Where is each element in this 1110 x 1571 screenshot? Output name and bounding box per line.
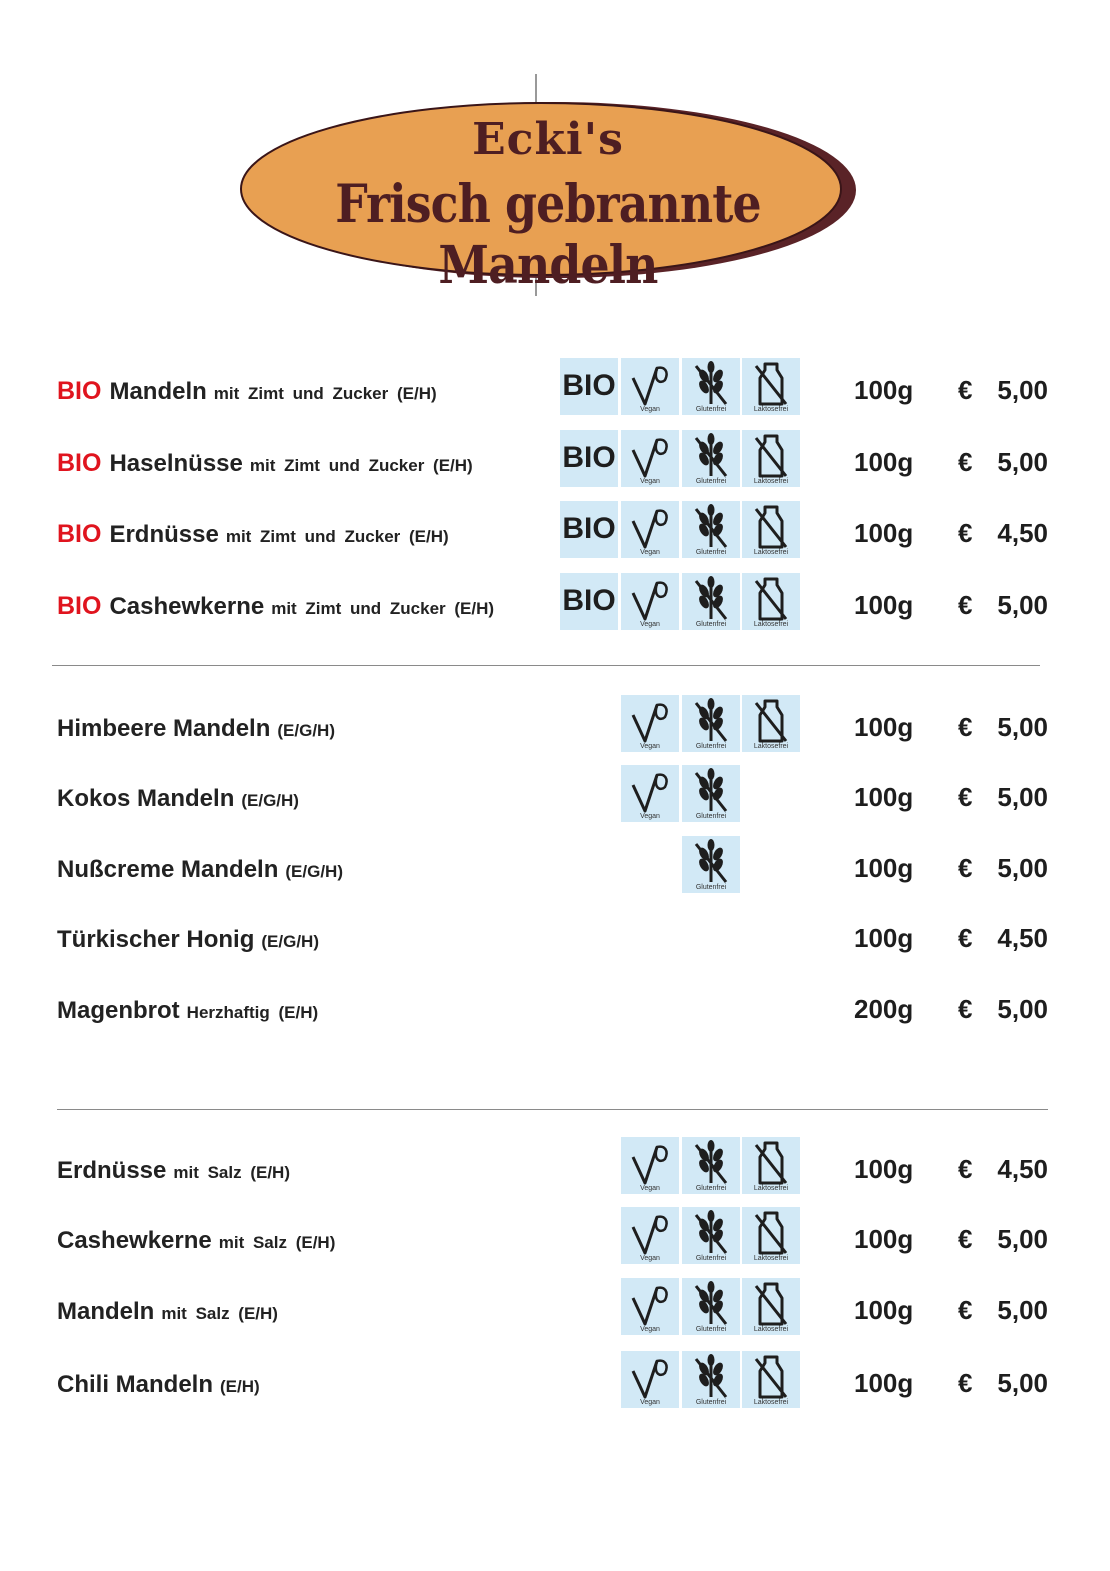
laktosefrei-badge	[742, 1137, 800, 1194]
item-weight: 100g	[854, 1224, 914, 1254]
glutenfrei-label: Glutenfrei	[695, 1326, 727, 1333]
glutenfrei-badge	[682, 1351, 740, 1408]
vegan-badge	[621, 765, 679, 822]
glutenfrei-badge	[682, 836, 740, 893]
currency-symbol: €	[958, 1224, 973, 1254]
item-detail: Herzhaftig (E/H)	[186, 1003, 319, 1022]
vegan-badge	[621, 1207, 679, 1264]
item-price: 5,00	[997, 447, 1048, 477]
laktosefrei-badge	[742, 1207, 800, 1264]
glutenfrei-badge	[682, 430, 740, 487]
glutenfrei-badge	[682, 1207, 740, 1264]
item-detail: mit Salz (E/H)	[173, 1163, 290, 1182]
item-name	[57, 520, 449, 549]
item-weight: 100g	[854, 1368, 914, 1398]
currency-symbol: €	[958, 994, 973, 1024]
vegan-label: Vegan	[640, 1326, 660, 1333]
bio-badge	[560, 358, 618, 415]
menu-item	[0, 1137, 1110, 1197]
item-title: Erdnüsse	[109, 521, 219, 548]
glutenfrei-label: Glutenfrei	[695, 621, 727, 628]
currency-symbol: €	[958, 447, 973, 477]
item-weight: 100g	[854, 712, 914, 742]
currency-symbol: €	[958, 518, 973, 548]
item-title: Haselnüsse	[109, 450, 243, 477]
bio-prefix: BIO	[57, 449, 102, 477]
item-detail: (E/G/H)	[261, 932, 319, 951]
menu-item	[0, 501, 1110, 561]
logo	[236, 74, 860, 296]
item-name	[57, 997, 318, 1025]
item-detail: (E/G/H)	[285, 862, 343, 881]
vegan-badge	[621, 1351, 679, 1408]
item-weight: 100g	[854, 518, 914, 548]
currency-symbol: €	[958, 375, 973, 405]
bio-badge-label: BIO	[562, 369, 616, 402]
glutenfrei-badge	[682, 1278, 740, 1335]
item-price: 5,00	[997, 1295, 1048, 1325]
laktosefrei-badge	[742, 1278, 800, 1335]
item-detail: mit Zimt und Zucker (E/H)	[213, 384, 437, 403]
glutenfrei-label: Glutenfrei	[695, 813, 727, 820]
laktosefrei-label: Laktosefrei	[753, 1185, 789, 1192]
menu-item	[0, 1278, 1110, 1338]
glutenfrei-label: Glutenfrei	[695, 406, 727, 413]
glutenfrei-badge	[682, 358, 740, 415]
glutenfrei-badge	[682, 765, 740, 822]
item-name	[57, 1227, 335, 1255]
item-weight: 100g	[854, 590, 914, 620]
bio-prefix: BIO	[57, 377, 102, 405]
menu-item	[0, 1207, 1110, 1267]
item-title: Türkischer Honig	[57, 926, 255, 953]
item-name	[57, 1157, 290, 1185]
glutenfrei-label: Glutenfrei	[695, 884, 727, 891]
item-weight: 100g	[854, 1295, 914, 1325]
item-weight: 100g	[854, 853, 914, 883]
item-weight: 100g	[854, 923, 914, 953]
item-detail: (E/G/H)	[277, 721, 335, 740]
currency-symbol: €	[958, 590, 973, 620]
item-detail: mit Zimt und Zucker (E/H)	[225, 527, 449, 546]
currency-symbol: €	[958, 712, 973, 742]
glutenfrei-badge	[682, 695, 740, 752]
item-price: 5,00	[997, 853, 1048, 883]
item-title: Himbeere Mandeln	[57, 715, 271, 742]
item-detail: (E/G/H)	[241, 791, 299, 810]
laktosefrei-label: Laktosefrei	[753, 549, 789, 556]
item-detail: mit Zimt und Zucker (E/H)	[249, 456, 473, 475]
item-detail: mit Salz (E/H)	[218, 1233, 336, 1252]
vegan-label: Vegan	[640, 478, 660, 485]
item-detail: mit Zimt und Zucker (E/H)	[271, 599, 495, 618]
vegan-label: Vegan	[640, 743, 660, 750]
section-divider	[57, 1109, 1048, 1110]
bio-badge-label: BIO	[562, 441, 616, 474]
laktosefrei-label: Laktosefrei	[753, 1326, 789, 1333]
item-title: Chili Mandeln	[57, 1371, 213, 1398]
item-price: 5,00	[997, 590, 1048, 620]
glutenfrei-badge	[682, 501, 740, 558]
vegan-badge	[621, 1137, 679, 1194]
currency-symbol: €	[958, 1154, 973, 1184]
bio-badge	[560, 430, 618, 487]
laktosefrei-badge	[742, 501, 800, 558]
item-weight: 100g	[854, 447, 914, 477]
laktosefrei-label: Laktosefrei	[753, 406, 789, 413]
vegan-badge	[621, 1278, 679, 1335]
laktosefrei-label: Laktosefrei	[753, 478, 789, 485]
item-weight: 100g	[854, 375, 914, 405]
item-title: Kokos Mandeln	[57, 785, 235, 812]
currency-symbol: €	[958, 853, 973, 883]
menu-item	[0, 906, 1110, 966]
glutenfrei-label: Glutenfrei	[695, 478, 727, 485]
vegan-badge	[621, 695, 679, 752]
menu-item	[0, 573, 1110, 633]
bio-badge-label: BIO	[562, 512, 616, 545]
item-name	[57, 926, 319, 954]
item-title: Erdnüsse	[57, 1157, 167, 1184]
vegan-badge	[621, 501, 679, 558]
item-title: Mandeln	[109, 378, 207, 405]
laktosefrei-label: Laktosefrei	[753, 1399, 789, 1406]
glutenfrei-label: Glutenfrei	[695, 549, 727, 556]
item-weight: 100g	[854, 1154, 914, 1184]
item-name	[57, 715, 335, 743]
item-price: 4,50	[997, 1154, 1048, 1184]
glutenfrei-badge	[682, 573, 740, 630]
item-detail: (E/H)	[220, 1377, 260, 1396]
menu-item	[0, 358, 1110, 418]
item-name	[57, 1298, 278, 1326]
glutenfrei-label: Glutenfrei	[695, 1185, 727, 1192]
item-name	[57, 377, 437, 406]
laktosefrei-badge	[742, 358, 800, 415]
item-price: 5,00	[997, 782, 1048, 812]
menu-item	[0, 1351, 1110, 1411]
item-title: Cashewkerne	[109, 593, 265, 620]
vegan-label: Vegan	[640, 621, 660, 628]
bio-badge	[560, 501, 618, 558]
laktosefrei-badge	[742, 695, 800, 752]
menu-item	[0, 977, 1110, 1037]
vegan-label: Vegan	[640, 1185, 660, 1192]
item-detail: mit Salz (E/H)	[161, 1304, 278, 1323]
currency-symbol: €	[958, 923, 973, 953]
item-name	[57, 449, 473, 478]
item-title: Nußcreme Mandeln	[57, 856, 279, 883]
menu-item	[0, 765, 1110, 825]
vegan-label: Vegan	[640, 549, 660, 556]
item-title: Cashewkerne	[57, 1227, 212, 1254]
laktosefrei-label: Laktosefrei	[753, 621, 789, 628]
menu-item	[0, 430, 1110, 490]
item-price: 5,00	[997, 1368, 1048, 1398]
item-name	[57, 856, 343, 884]
menu-item	[0, 836, 1110, 896]
item-name	[57, 1371, 260, 1399]
item-title: Magenbrot	[57, 997, 180, 1024]
item-weight: 100g	[854, 782, 914, 812]
laktosefrei-label: Laktosefrei	[753, 743, 789, 750]
currency-symbol: €	[958, 1295, 973, 1325]
vegan-label: Vegan	[640, 406, 660, 413]
bio-prefix: BIO	[57, 520, 102, 548]
logo-subtitle: Frisch gebrannte Mandeln	[335, 174, 761, 296]
item-price: 4,50	[997, 518, 1048, 548]
laktosefrei-badge	[742, 430, 800, 487]
item-weight: 200g	[854, 994, 914, 1024]
glutenfrei-label: Glutenfrei	[695, 1399, 727, 1406]
item-price: 5,00	[997, 994, 1048, 1024]
glutenfrei-label: Glutenfrei	[695, 1255, 727, 1262]
laktosefrei-label: Laktosefrei	[753, 1255, 789, 1262]
vegan-label: Vegan	[640, 1255, 660, 1262]
currency-symbol: €	[958, 782, 973, 812]
vegan-label: Vegan	[640, 1399, 660, 1406]
item-name	[57, 592, 494, 621]
glutenfrei-label: Glutenfrei	[695, 743, 727, 750]
vegan-badge	[621, 573, 679, 630]
menu-item	[0, 695, 1110, 755]
item-price: 4,50	[997, 923, 1048, 953]
currency-symbol: €	[958, 1368, 973, 1398]
vegan-badge	[621, 358, 679, 415]
vegan-label: Vegan	[640, 813, 660, 820]
item-price: 5,00	[997, 712, 1048, 742]
laktosefrei-badge	[742, 573, 800, 630]
item-price: 5,00	[997, 375, 1048, 405]
item-name	[57, 785, 299, 813]
logo-title: Ecki's	[472, 114, 624, 165]
section-divider	[52, 665, 1040, 666]
bio-prefix: BIO	[57, 592, 102, 620]
item-title: Mandeln	[57, 1298, 155, 1325]
item-price: 5,00	[997, 1224, 1048, 1254]
laktosefrei-badge	[742, 1351, 800, 1408]
vegan-badge	[621, 430, 679, 487]
bio-badge	[560, 573, 618, 630]
glutenfrei-badge	[682, 1137, 740, 1194]
bio-badge-label: BIO	[562, 584, 616, 617]
